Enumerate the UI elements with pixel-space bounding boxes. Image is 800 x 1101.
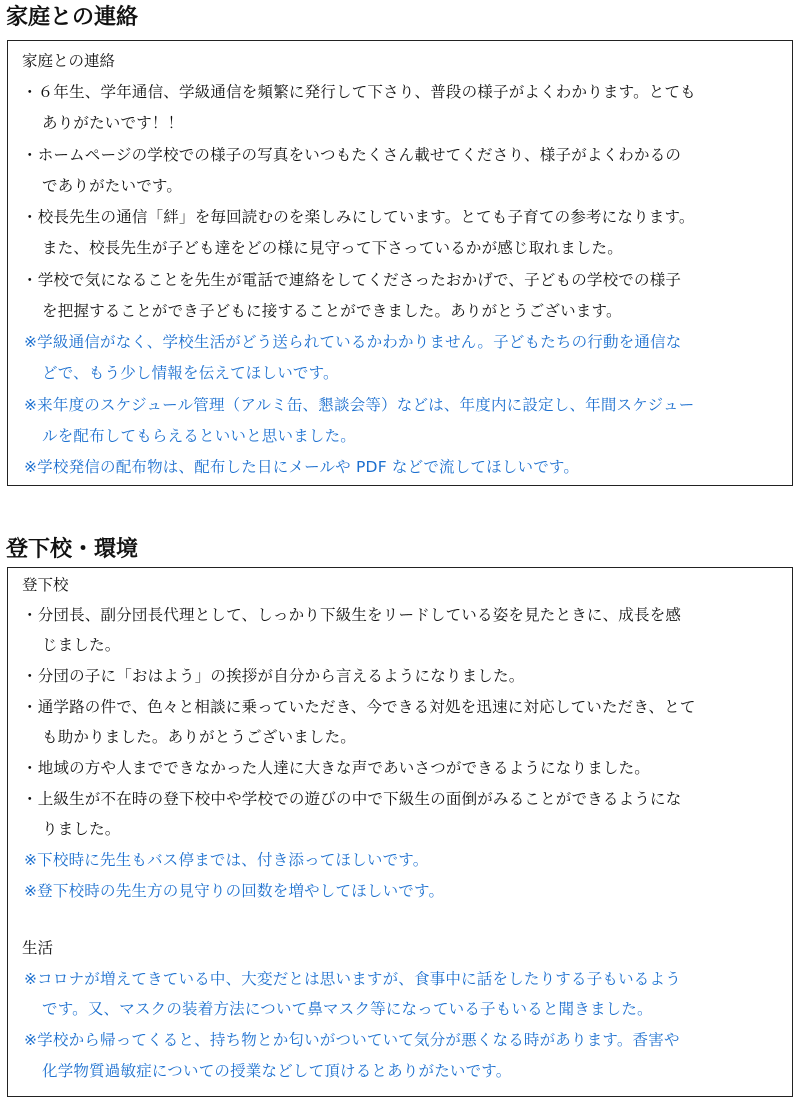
text-line: ・校長先生の通信「絆」を毎回読むのを楽しみにしています。とても子育ての参考になります。 [22, 208, 695, 226]
text-line: ・通学路の件で、色々と相談に乗っていただき、今できる対処を迅速に対応していただき、とて [22, 698, 696, 716]
text-line: ・学校で気になることを先生が電話で連絡をしてくださったおかげで、子どもの学校での様子 [22, 271, 682, 289]
request-line: です。又、マスクの装着方法について鼻マスク等になっている子もいると聞きました。 [42, 1000, 653, 1018]
box-title: 登下校 [22, 576, 69, 594]
text-line: ありがたいです！！ [42, 114, 184, 132]
request-line: ※登下校時の先生方の見守りの回数を増やしてほしいです。 [24, 882, 445, 900]
text-line: ・ホームページの学校での様子の写真をいつもたくさん載せてくださり、様子がよくわかるの [22, 146, 682, 164]
request-line: ※学校から帰ってくると、持ち物とか匂いがついていて気分が悪くなる時があります。香害や [24, 1031, 680, 1049]
text-line: ・分団長、副分団長代理として、しっかり下級生をリードしている姿を見たときに、成長を感 [22, 606, 682, 624]
text-line: ・地域の方や人までできなかった人達に大きな声であいさつができるようになりました。 [22, 759, 651, 777]
family-contact-box [7, 40, 793, 486]
request-line: 化学物質過敏症についての授業などして頂けるとありがたいです。 [42, 1062, 512, 1080]
text-line: ・上級生が不在時の登下校中や学校での遊びの中で下級生の面倒がみることができるようにな [22, 790, 682, 808]
text-line: りました。 [42, 820, 121, 838]
commute-box [7, 567, 793, 1097]
text-line: ・６年生、学年通信、学級通信を頻繁に発行して下さり、普段の様子がよくわかります。とても [22, 83, 696, 101]
request-line: ※下校時に先生もバス停までは、付き添ってほしいです。 [24, 851, 429, 869]
box-title: 家庭との連絡 [22, 52, 116, 70]
request-line: ※コロナが増えてきている中、大変だとは思いますが、食事中に話をしたりする子もいるよう [24, 970, 681, 988]
request-line: ※学校発信の配布物は、配布した日にメールや PDF などで流してほしいです。 [24, 458, 580, 476]
text-line: を把握することができ子どもに接することができました。ありがとうございます。 [42, 302, 622, 320]
request-line: どで、もう少し情報を伝えてほしいです。 [42, 364, 339, 382]
request-line: ※学級通信がなく、学校生活がどう送られているかわかりません。子どもたちの行動を通信な [24, 333, 682, 351]
text-line: でありがたいです。 [42, 177, 183, 195]
text-line: ・分団の子に「おはよう」の挨拶が自分から言えるようになりました。 [22, 667, 525, 685]
request-line: ルを配布してもらえるといいと思いました。 [42, 427, 357, 445]
section-heading-family-contact: 家庭との連絡 [6, 5, 139, 30]
section-heading-commute-environment: 登下校・環境 [6, 537, 139, 562]
text-line: も助かりました。ありがとうございました。 [42, 728, 357, 746]
subsection-title-life: 生活 [22, 939, 54, 957]
text-line: じました。 [42, 636, 121, 654]
request-line: ※来年度のスケジュール管理（アルミ缶、懇談会等）などは、年度内に設定し、年間スケジュー [24, 396, 695, 414]
text-line: また、校長先生が子ども達をどの様に見守って下さっているかが感じ取れました。 [42, 239, 623, 257]
